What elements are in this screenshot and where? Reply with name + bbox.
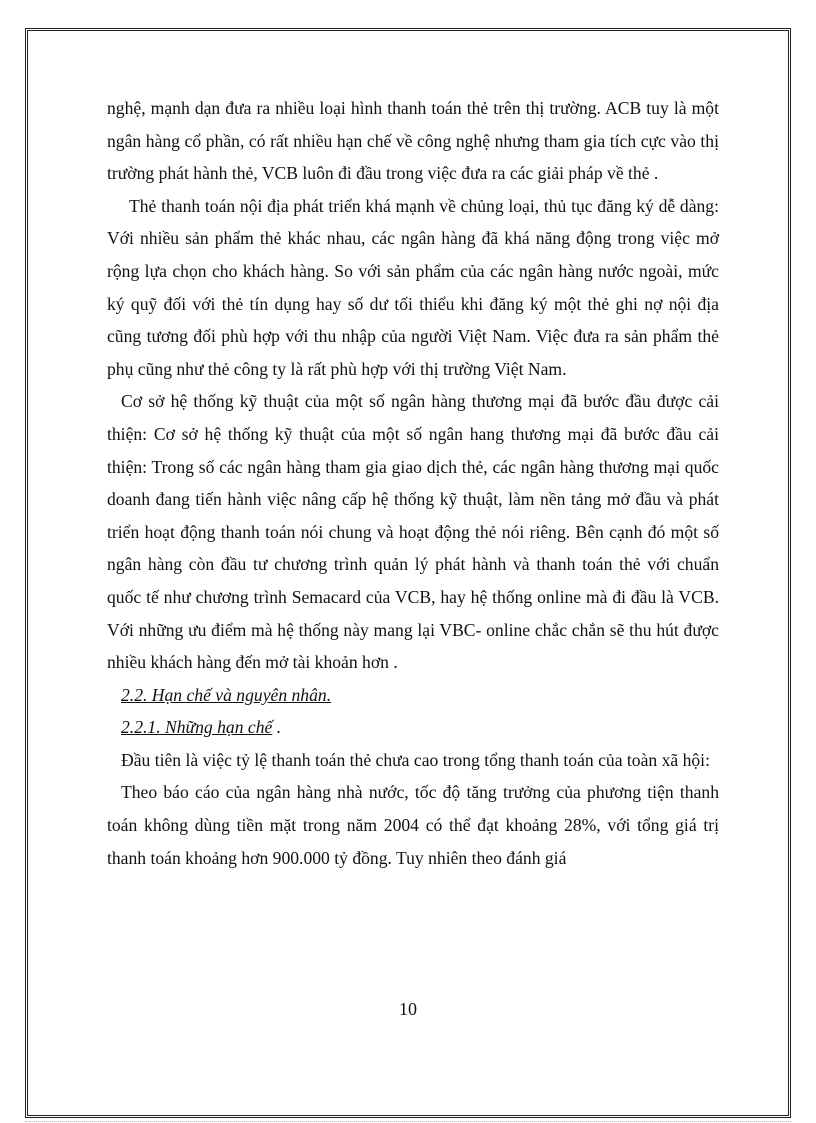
subsection-heading-text: 2.2.1. Những hạn chế [121, 717, 273, 738]
document-body [107, 92, 719, 874]
section-heading-text: 2.2. Hạn chế và nguyên nhân. [121, 684, 332, 705]
subsection-heading [107, 711, 719, 744]
page-divider [25, 1121, 791, 1122]
page-number: 10 [399, 999, 417, 1019]
paragraph: Theo báo cáo của ngân hàng nhà nước, tốc độ tăng trưởng của phương tiện thanh toán không dùng tiền mặt trong năm 2004 có thể đạt khoảng 28%, với tổng giá trị thanh toán khoảng hơn 900.000 tỷ đồng. Tuy nhiên theo đánh giá [107, 782, 719, 868]
section-heading [107, 679, 719, 712]
paragraph: Thẻ thanh toán nội địa phát triển khá mạnh về chủng loại, thủ tục đăng ký dễ dàng: Với nhiều sản phẩm thẻ khác nhau, các ngân hàng đã khá năng động trong việc mở rộng lựa chọn cho khách hàng. So với sản phẩm của các ngân hàng nước ngoài, mức ký quỹ đối với thẻ tín dụng hay số dư tối thiểu khi đăng ký một thẻ ghi nợ nội địa cũng tương đối phù hợp với thu nhập của người Việt Nam. Việc đưa ra sản phẩm thẻ phụ cũng như thẻ công ty là rất phù hợp với thị trường Việt Nam. [107, 195, 719, 379]
paragraph: nghệ, mạnh dạn đưa ra nhiều loại hình thanh toán thẻ trên thị trường. ACB tuy là một ngân hàng cổ phần, có rất nhiều hạn chế về công nghệ nhưng tham gia tích cực vào thị trường phát hành thẻ, VCB luôn đi đầu trong việc đưa ra các giải pháp về thẻ . [107, 98, 719, 184]
paragraph: Đầu tiên là việc tỷ lệ thanh toán thẻ chưa cao trong tổng thanh toán của toàn xã hội: [121, 749, 710, 770]
subsection-heading-suffix: . [272, 717, 282, 738]
paragraph: Cơ sở hệ thống kỹ thuật của một số ngân hàng thương mại đã bước đầu được cải thiện: Cơ sở hệ thống kỹ thuật của một số ngân hang thương mại đã bước đầu cải thiện: Trong số các ngân hàng tham gia giao dịch thẻ, các ngân hàng thương mại quốc doanh đang tiến hành việc nâng cấp hệ thống kỹ thuật, làm nền tảng mở đầu và phát triển hoạt động thanh toán nói chung và hoạt động thẻ nói riêng. Bên cạnh đó một số ngân hàng còn đầu tư chương trình quản lý phát hành và thanh toán thẻ với chuẩn quốc tế như chương trình Semacard của VCB, hay hệ thống online mà đi đầu là VCB. Với những ưu điểm mà hệ thống này mang lại VBC- online chắc chắn sẽ thu hút được nhiều khách hàng đến mở tài khoản hơn . [107, 391, 719, 673]
